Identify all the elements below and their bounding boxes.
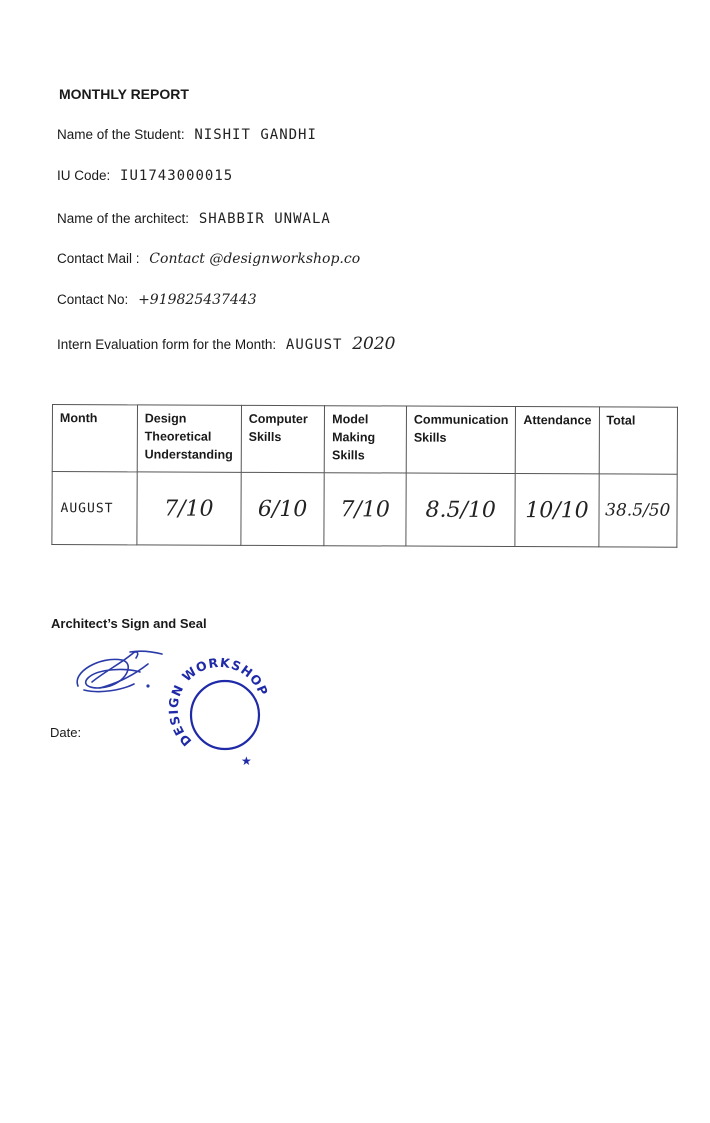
table-header-row — [52, 405, 677, 475]
signature-mark — [70, 642, 170, 702]
student-name-value: NISHIT GANDHI — [194, 127, 317, 143]
sign-seal-label: Architect’s Sign and Seal — [51, 616, 207, 631]
cell-communication-skills: 8.5/10 — [406, 473, 516, 546]
student-name-label: Name of the Student: — [57, 127, 185, 142]
cell-attendance: 10/10 — [515, 474, 598, 547]
evaluation-table — [51, 404, 678, 548]
header-computer-skills: Computer Skills — [241, 405, 325, 472]
contact-no-value: +919825437443 — [138, 292, 257, 308]
contact-mail-value: Contact @designworkshop.co — [149, 251, 361, 267]
contact-mail-field — [57, 251, 360, 267]
seal-text: DESIGN WORKSHOP — [165, 655, 272, 750]
contact-no-label: Contact No: — [57, 292, 129, 307]
cell-total: 38.5/50 — [598, 474, 677, 547]
architect-name-label: Name of the architect: — [57, 211, 190, 226]
evaluation-month-value: AUGUST — [285, 337, 343, 353]
iu-code-value: IU1743000015 — [120, 168, 234, 184]
seal-star-icon: ★ — [241, 754, 252, 768]
evaluation-month-field — [57, 334, 396, 354]
evaluation-year-value: 2020 — [352, 334, 396, 354]
iu-code-field — [57, 168, 233, 184]
design-workshop-seal — [165, 655, 285, 775]
header-attendance: Attendance — [516, 407, 599, 474]
iu-code-label: IU Code: — [57, 168, 111, 183]
cell-computer-skills: 6/10 — [241, 472, 325, 545]
evaluation-month-label: Intern Evaluation form for the Month: — [57, 337, 277, 352]
cell-design: 7/10 — [137, 472, 241, 545]
architect-name-field — [57, 211, 331, 227]
cell-month: AUGUST — [52, 472, 137, 545]
student-name-field — [57, 127, 317, 143]
header-model-making-skills: Model Making Skills — [324, 406, 406, 473]
cell-model-making-skills: 7/10 — [324, 473, 406, 546]
date-label: Date: — [50, 725, 82, 740]
header-communication-skills: Communication Skills — [406, 406, 516, 473]
contact-mail-label: Contact Mail : — [57, 251, 140, 266]
header-design: Design Theoretical Understanding — [137, 405, 241, 472]
contact-no-field — [57, 292, 257, 308]
page-title: MONTHLY REPORT — [59, 86, 189, 102]
header-total: Total — [599, 407, 678, 474]
architect-name-value: SHABBIR UNWALA — [198, 211, 331, 227]
header-month: Month — [52, 405, 137, 472]
table-row — [52, 472, 677, 548]
